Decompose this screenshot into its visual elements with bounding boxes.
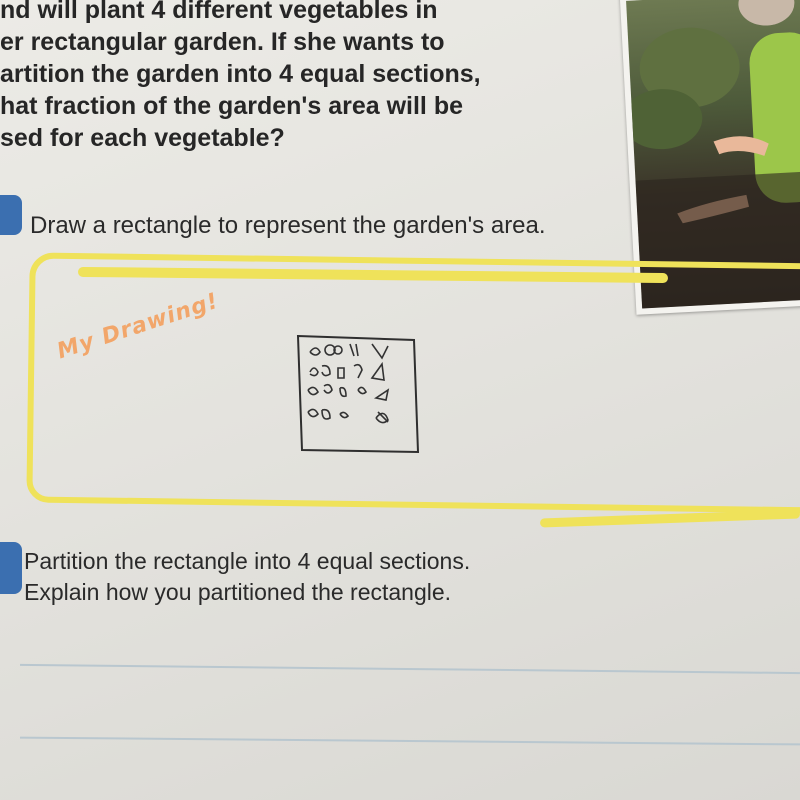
answer-line-1[interactable] xyxy=(20,664,800,674)
problem-line-2: er rectangular garden. If she wants to xyxy=(0,28,445,56)
step-2-line-2: Explain how you partitioned the rectangle. xyxy=(24,579,452,605)
step-2-prompt xyxy=(24,546,470,608)
problem-line-5: sed for each vegetable? xyxy=(0,124,285,152)
problem-line-4: hat fraction of the garden's area will be xyxy=(0,92,463,120)
drawing-area-highlight-bottom xyxy=(540,509,800,527)
problem-line-3: artition the garden into 4 equal sections, xyxy=(0,60,481,88)
hand-drawn-garden-sketch xyxy=(292,330,420,456)
problem-line-1: nd will plant 4 different vegetables in xyxy=(0,0,438,24)
answer-line-2[interactable] xyxy=(20,737,800,746)
step-1-badge xyxy=(0,195,22,235)
my-drawing-label: My Drawing! xyxy=(54,288,222,365)
step-2-line-1: Partition the rectangle into 4 equal sections. xyxy=(24,548,471,574)
step-2-badge xyxy=(0,542,22,594)
step-1-prompt: Draw a rectangle to represent the garden's area. xyxy=(30,212,546,239)
word-problem xyxy=(0,0,610,154)
